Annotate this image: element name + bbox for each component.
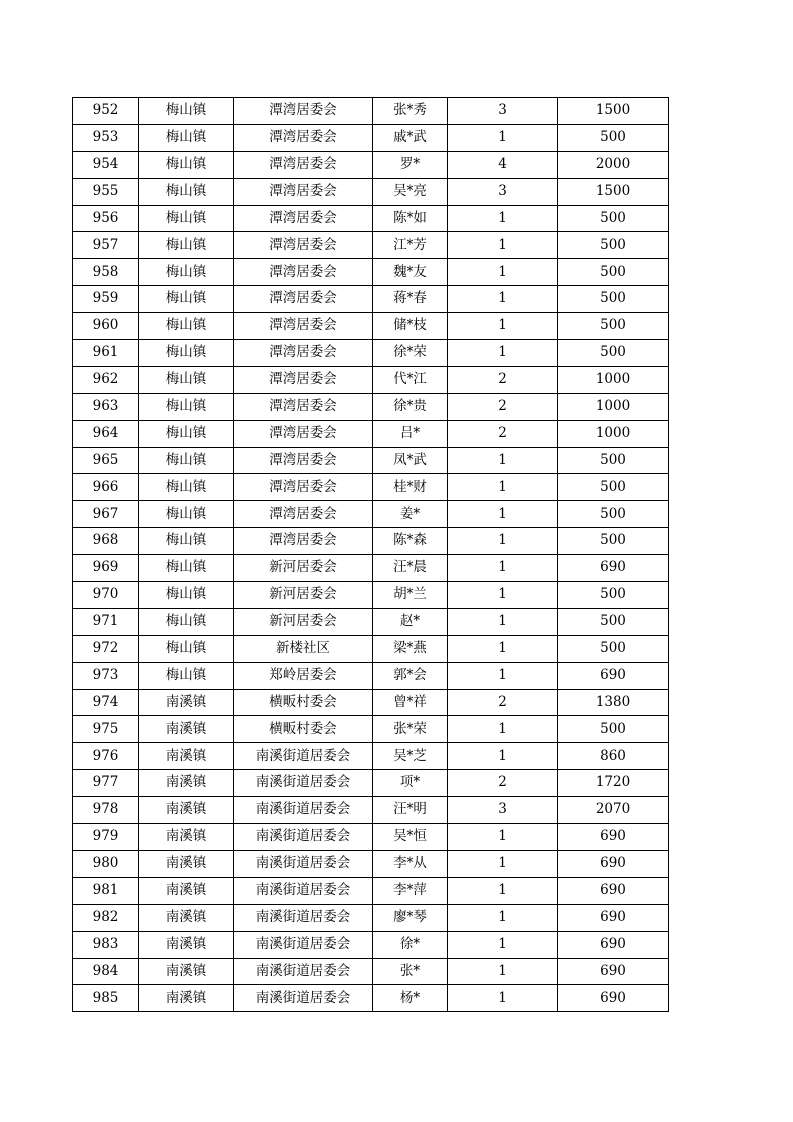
row-number-cell: 958 [73,259,139,286]
table-row [73,716,669,743]
community-cell: 潭湾居委会 [234,313,373,340]
town-cell: 梅山镇 [139,393,234,420]
row-number-cell: 971 [73,608,139,635]
name-cell: 汪*晨 [373,555,448,582]
name-cell: 曾*祥 [373,689,448,716]
town-cell: 梅山镇 [139,635,234,662]
amount-cell: 1500 [558,98,669,125]
town-cell: 南溪镇 [139,985,234,1012]
amount-cell: 1380 [558,689,669,716]
table-row [73,313,669,340]
town-cell: 梅山镇 [139,420,234,447]
row-number-cell: 970 [73,582,139,609]
town-cell: 梅山镇 [139,366,234,393]
table-row [73,474,669,501]
amount-cell: 500 [558,286,669,313]
count-cell: 1 [448,958,558,985]
community-cell: 南溪街道居委会 [234,824,373,851]
table-row [73,151,669,178]
town-cell: 梅山镇 [139,178,234,205]
table-body [73,98,669,1012]
community-cell: 郑岭居委会 [234,662,373,689]
community-cell: 新河居委会 [234,555,373,582]
amount-cell: 690 [558,824,669,851]
community-cell: 新河居委会 [234,608,373,635]
amount-cell: 1000 [558,393,669,420]
name-cell: 戚*武 [373,124,448,151]
count-cell: 1 [448,877,558,904]
table-row [73,877,669,904]
table-row [73,904,669,931]
count-cell: 1 [448,824,558,851]
amount-cell: 500 [558,124,669,151]
name-cell: 梁*燕 [373,635,448,662]
town-cell: 梅山镇 [139,124,234,151]
amount-cell: 500 [558,340,669,367]
town-cell: 梅山镇 [139,259,234,286]
count-cell: 1 [448,232,558,259]
name-cell: 郭*会 [373,662,448,689]
amount-cell: 690 [558,985,669,1012]
community-cell: 南溪街道居委会 [234,985,373,1012]
table-row [73,689,669,716]
count-cell: 1 [448,501,558,528]
amount-cell: 500 [558,716,669,743]
table-row [73,420,669,447]
amount-cell: 690 [558,958,669,985]
table-row [73,555,669,582]
row-number-cell: 985 [73,985,139,1012]
table-row [73,985,669,1012]
community-cell: 潭湾居委会 [234,366,373,393]
community-cell: 南溪街道居委会 [234,958,373,985]
row-number-cell: 965 [73,447,139,474]
count-cell: 1 [448,555,558,582]
name-cell: 陈*如 [373,205,448,232]
amount-cell: 500 [558,259,669,286]
name-cell: 李*萍 [373,877,448,904]
count-cell: 1 [448,608,558,635]
table-row [73,232,669,259]
row-number-cell: 968 [73,528,139,555]
table-row [73,259,669,286]
town-cell: 梅山镇 [139,313,234,340]
town-cell: 南溪镇 [139,716,234,743]
row-number-cell: 972 [73,635,139,662]
community-cell: 新楼社区 [234,635,373,662]
count-cell: 1 [448,931,558,958]
amount-cell: 500 [558,582,669,609]
count-cell: 1 [448,904,558,931]
row-number-cell: 980 [73,850,139,877]
amount-cell: 2000 [558,151,669,178]
count-cell: 1 [448,635,558,662]
name-cell: 徐* [373,931,448,958]
count-cell: 2 [448,393,558,420]
name-cell: 张*荣 [373,716,448,743]
amount-cell: 690 [558,931,669,958]
name-cell: 姜* [373,501,448,528]
name-cell: 魏*友 [373,259,448,286]
name-cell: 江*芳 [373,232,448,259]
row-number-cell: 964 [73,420,139,447]
community-cell: 南溪街道居委会 [234,877,373,904]
community-cell: 潭湾居委会 [234,447,373,474]
town-cell: 梅山镇 [139,98,234,125]
count-cell: 1 [448,474,558,501]
community-cell: 南溪街道居委会 [234,850,373,877]
amount-cell: 500 [558,635,669,662]
name-cell: 廖*琴 [373,904,448,931]
row-number-cell: 962 [73,366,139,393]
name-cell: 胡*兰 [373,582,448,609]
table-row [73,205,669,232]
community-cell: 横畈村委会 [234,689,373,716]
town-cell: 梅山镇 [139,662,234,689]
count-cell: 3 [448,98,558,125]
row-number-cell: 960 [73,313,139,340]
row-number-cell: 966 [73,474,139,501]
amount-cell: 1500 [558,178,669,205]
table-row [73,743,669,770]
table-row [73,770,669,797]
table-row [73,850,669,877]
community-cell: 南溪街道居委会 [234,770,373,797]
name-cell: 徐*贵 [373,393,448,420]
name-cell: 储*枝 [373,313,448,340]
count-cell: 1 [448,985,558,1012]
amount-cell: 500 [558,501,669,528]
row-number-cell: 984 [73,958,139,985]
table-row [73,124,669,151]
name-cell: 陈*森 [373,528,448,555]
row-number-cell: 954 [73,151,139,178]
name-cell: 杨* [373,985,448,1012]
community-cell: 南溪街道居委会 [234,904,373,931]
count-cell: 1 [448,662,558,689]
row-number-cell: 956 [73,205,139,232]
town-cell: 南溪镇 [139,877,234,904]
table-row [73,447,669,474]
count-cell: 1 [448,259,558,286]
name-cell: 项* [373,770,448,797]
row-number-cell: 975 [73,716,139,743]
community-cell: 潭湾居委会 [234,393,373,420]
row-number-cell: 973 [73,662,139,689]
count-cell: 2 [448,689,558,716]
count-cell: 1 [448,850,558,877]
amount-cell: 500 [558,528,669,555]
table-row [73,366,669,393]
town-cell: 梅山镇 [139,501,234,528]
town-cell: 梅山镇 [139,582,234,609]
count-cell: 1 [448,743,558,770]
table-row [73,931,669,958]
count-cell: 1 [448,447,558,474]
count-cell: 2 [448,420,558,447]
community-cell: 潭湾居委会 [234,474,373,501]
community-cell: 潭湾居委会 [234,420,373,447]
count-cell: 2 [448,366,558,393]
table-row [73,824,669,851]
name-cell: 罗* [373,151,448,178]
row-number-cell: 953 [73,124,139,151]
community-cell: 横畈村委会 [234,716,373,743]
town-cell: 梅山镇 [139,474,234,501]
name-cell: 李*从 [373,850,448,877]
town-cell: 梅山镇 [139,528,234,555]
town-cell: 南溪镇 [139,931,234,958]
amount-cell: 500 [558,447,669,474]
amount-cell: 690 [558,555,669,582]
amount-cell: 1000 [558,366,669,393]
community-cell: 潭湾居委会 [234,98,373,125]
table-row [73,797,669,824]
town-cell: 南溪镇 [139,850,234,877]
row-number-cell: 969 [73,555,139,582]
community-cell: 南溪街道居委会 [234,797,373,824]
town-cell: 梅山镇 [139,447,234,474]
community-cell: 潭湾居委会 [234,340,373,367]
community-cell: 潭湾居委会 [234,286,373,313]
town-cell: 南溪镇 [139,797,234,824]
row-number-cell: 957 [73,232,139,259]
row-number-cell: 976 [73,743,139,770]
count-cell: 2 [448,770,558,797]
count-cell: 1 [448,716,558,743]
row-number-cell: 981 [73,877,139,904]
row-number-cell: 983 [73,931,139,958]
community-cell: 潭湾居委会 [234,124,373,151]
community-cell: 新河居委会 [234,582,373,609]
name-cell: 凤*武 [373,447,448,474]
community-cell: 潭湾居委会 [234,501,373,528]
name-cell: 吕* [373,420,448,447]
table-row [73,286,669,313]
count-cell: 1 [448,205,558,232]
count-cell: 4 [448,151,558,178]
amount-cell: 690 [558,877,669,904]
relief-table [72,97,669,1012]
table-row [73,340,669,367]
town-cell: 梅山镇 [139,232,234,259]
town-cell: 梅山镇 [139,205,234,232]
name-cell: 赵* [373,608,448,635]
table-row [73,178,669,205]
amount-cell: 1000 [558,420,669,447]
town-cell: 南溪镇 [139,904,234,931]
amount-cell: 500 [558,205,669,232]
row-number-cell: 974 [73,689,139,716]
row-number-cell: 977 [73,770,139,797]
table-row [73,501,669,528]
community-cell: 南溪街道居委会 [234,743,373,770]
amount-cell: 500 [558,313,669,340]
count-cell: 1 [448,528,558,555]
amount-cell: 500 [558,474,669,501]
table-row [73,98,669,125]
community-cell: 潭湾居委会 [234,528,373,555]
town-cell: 梅山镇 [139,340,234,367]
town-cell: 南溪镇 [139,770,234,797]
row-number-cell: 978 [73,797,139,824]
name-cell: 张*秀 [373,98,448,125]
town-cell: 梅山镇 [139,286,234,313]
count-cell: 1 [448,340,558,367]
document-sheet [72,97,668,1012]
name-cell: 蒋*春 [373,286,448,313]
amount-cell: 2070 [558,797,669,824]
name-cell: 桂*财 [373,474,448,501]
amount-cell: 690 [558,662,669,689]
amount-cell: 860 [558,743,669,770]
count-cell: 3 [448,797,558,824]
count-cell: 3 [448,178,558,205]
table-row [73,393,669,420]
amount-cell: 500 [558,608,669,635]
town-cell: 南溪镇 [139,824,234,851]
count-cell: 1 [448,313,558,340]
community-cell: 潭湾居委会 [234,205,373,232]
town-cell: 梅山镇 [139,151,234,178]
name-cell: 徐*荣 [373,340,448,367]
community-cell: 南溪街道居委会 [234,931,373,958]
row-number-cell: 952 [73,98,139,125]
table-row [73,662,669,689]
amount-cell: 1720 [558,770,669,797]
community-cell: 潭湾居委会 [234,259,373,286]
name-cell: 吴*恒 [373,824,448,851]
row-number-cell: 955 [73,178,139,205]
name-cell: 汪*明 [373,797,448,824]
town-cell: 南溪镇 [139,689,234,716]
row-number-cell: 967 [73,501,139,528]
row-number-cell: 963 [73,393,139,420]
town-cell: 梅山镇 [139,608,234,635]
row-number-cell: 961 [73,340,139,367]
table-row [73,582,669,609]
town-cell: 南溪镇 [139,743,234,770]
table-row [73,958,669,985]
amount-cell: 500 [558,232,669,259]
table-row [73,608,669,635]
count-cell: 1 [448,582,558,609]
town-cell: 南溪镇 [139,958,234,985]
name-cell: 代*江 [373,366,448,393]
community-cell: 潭湾居委会 [234,232,373,259]
row-number-cell: 959 [73,286,139,313]
amount-cell: 690 [558,904,669,931]
town-cell: 梅山镇 [139,555,234,582]
row-number-cell: 979 [73,824,139,851]
name-cell: 张* [373,958,448,985]
row-number-cell: 982 [73,904,139,931]
community-cell: 潭湾居委会 [234,178,373,205]
count-cell: 1 [448,124,558,151]
table-row [73,635,669,662]
community-cell: 潭湾居委会 [234,151,373,178]
count-cell: 1 [448,286,558,313]
name-cell: 吴*亮 [373,178,448,205]
amount-cell: 690 [558,850,669,877]
table-row [73,528,669,555]
name-cell: 吴*芝 [373,743,448,770]
